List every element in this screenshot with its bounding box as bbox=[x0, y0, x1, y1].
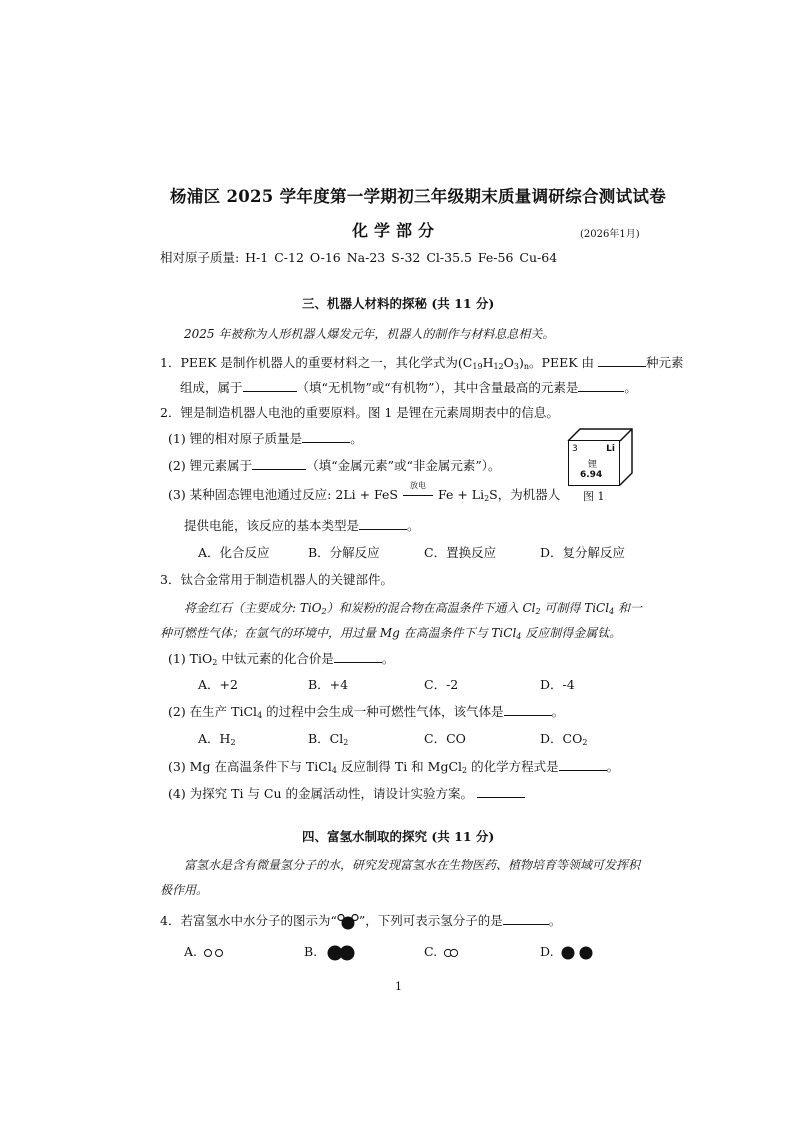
section4-intro-line1: 富氢水是含有微量氢分子的水，研究发现富氢水在生物医药、植物培育等领域可发挥积 bbox=[184, 858, 641, 872]
water-molecule-icon bbox=[337, 914, 359, 930]
bonded-large-atoms-icon bbox=[327, 945, 357, 961]
q2-part3: (3) 某种固态锂电池通过反应: 2Li + FeS 放电 $Fe + Li_2S$，为机器人 bbox=[168, 481, 561, 503]
section4-intro-line2: 极作用。 bbox=[160, 883, 209, 897]
q3-p1-option-d[interactable]: D．-4 bbox=[540, 677, 575, 692]
q2-option-d[interactable]: D．复分解反应 bbox=[540, 545, 626, 560]
q3-p2-option-b[interactable]: B．$Cl_2$ bbox=[308, 731, 349, 747]
q2-part3-line2: 提供电能，该反应的基本类型是 。 bbox=[184, 518, 420, 533]
q3-part2: (2) 在生产 TiCl$_4$ 的过程中会生成一种可燃性气体，该气体是 。 bbox=[168, 704, 565, 720]
answer-blank[interactable] bbox=[503, 913, 549, 925]
atomic-number: 3 bbox=[572, 444, 578, 454]
answer-blank[interactable] bbox=[578, 380, 624, 392]
q3-p1-option-c[interactable]: C．-2 bbox=[424, 677, 459, 692]
section-subtitle: 化学部分 bbox=[352, 221, 441, 240]
q4-stem: 4．若富氢水中水分子的图示为“ ”，下列可表示氢分子的是 。 bbox=[160, 913, 562, 928]
answer-blank[interactable] bbox=[252, 458, 306, 470]
q3-info-line2: 种可燃性气体；在氩气的环境中，用过量 Mg 在高温条件下与 TiCl$_4$ 反应制得金属钛。 bbox=[160, 626, 622, 641]
q3-part1: (1) TiO$_2$ 中钛元素的化合价是 。 bbox=[168, 651, 395, 667]
q2-stem: 2．锂是制造机器人电池的重要原料。图 1 是锂在元素周期表中的信息。 bbox=[160, 405, 559, 420]
answer-blank[interactable] bbox=[598, 355, 646, 367]
answer-blank[interactable] bbox=[559, 759, 607, 771]
q4-option-b[interactable]: B. bbox=[304, 944, 357, 961]
answer-blank[interactable] bbox=[243, 380, 297, 392]
q3-info-line1: 将金红石（主要成分: TiO$_2$）和炭粉的混合物在高温条件下通入 $Cl_2$ 可制得 TiCl$_4$ 和一 bbox=[184, 601, 642, 616]
bonded-small-atoms-icon bbox=[443, 948, 461, 958]
element-symbol: Li bbox=[606, 444, 615, 454]
atomic-masses: 相对原子质量: H-1 C-12 O-16 Na-23 S-32 Cl-35.5 Fe-56 Cu-64 bbox=[160, 250, 558, 265]
element-box-3d-edges bbox=[566, 426, 636, 488]
q2-option-b[interactable]: B．分解反应 bbox=[308, 545, 380, 560]
two-separate-small-atoms-icon bbox=[203, 948, 225, 958]
section3-heading: 三、机器人材料的探秘 (共 11 分) bbox=[302, 296, 495, 311]
answer-blank[interactable] bbox=[359, 518, 407, 530]
q4-option-c[interactable]: C. bbox=[424, 944, 461, 960]
exam-date: (2026年1月) bbox=[580, 229, 640, 240]
q2-part1: (1) 锂的相对原子质量是 。 bbox=[168, 431, 363, 446]
q4-option-d[interactable]: D. bbox=[540, 944, 594, 961]
q4-option-a[interactable]: A. bbox=[184, 944, 225, 960]
q3-p2-option-a[interactable]: A．$H_2$ bbox=[198, 731, 236, 747]
section3-intro: 2025 年被称为人形机器人爆发元年，机器人的制作与材料息息相关。 bbox=[184, 327, 555, 341]
q3-p1-option-a[interactable]: A．+2 bbox=[198, 677, 238, 692]
q2-option-a[interactable]: A．化合反应 bbox=[198, 545, 270, 560]
answer-blank[interactable] bbox=[477, 786, 525, 798]
q3-part4: (4) 为探究 Ti 与 Cu 的金属活动性，请设计实验方案。 bbox=[168, 786, 525, 802]
two-separate-large-atoms-icon bbox=[560, 945, 594, 961]
q3-p2-option-d[interactable]: D．$CO_2$ bbox=[540, 731, 588, 747]
answer-blank[interactable] bbox=[334, 651, 382, 663]
element-name: 锂 bbox=[588, 460, 598, 470]
figure-caption: 图 1 bbox=[583, 490, 605, 503]
q1-line2: 组成，属于 （填“无机物”或“有机物”），其中含量最高的元素是 。 bbox=[180, 380, 637, 395]
answer-blank[interactable] bbox=[504, 704, 552, 716]
q3-p2-option-c[interactable]: C．CO bbox=[424, 731, 466, 746]
q3-p1-option-b[interactable]: B．+4 bbox=[308, 677, 349, 692]
q2-option-c[interactable]: C．置换反应 bbox=[424, 545, 497, 560]
q2-part2: (2) 锂元素属于 （填“金属元素”或“非金属元素”）。 bbox=[168, 458, 501, 473]
answer-blank[interactable] bbox=[302, 431, 350, 443]
atomic-mass: 6.94 bbox=[580, 470, 603, 480]
q3-stem: 3．钛合金常用于制造机器人的关键部件。 bbox=[160, 572, 393, 587]
section4-heading: 四、富氢水制取的探究 (共 11 分) bbox=[302, 829, 495, 844]
page-number: 1 bbox=[395, 980, 402, 993]
q3-part3: (3) Mg 在高温条件下与 TiCl$_4$ 反应制得 Ti 和 MgCl$_2$ 的化学方程式是 。 bbox=[168, 759, 620, 775]
q1-line1: 1．PEEK 是制作机器人的重要材料之一，其化学式为$(C_{19}H_{12}O_3)_n$。PEEK 由 种元素 bbox=[160, 355, 684, 371]
exam-title: 杨浦区 2025 学年度第一学期初三年级期末质量调研综合测试试卷 bbox=[170, 187, 667, 206]
